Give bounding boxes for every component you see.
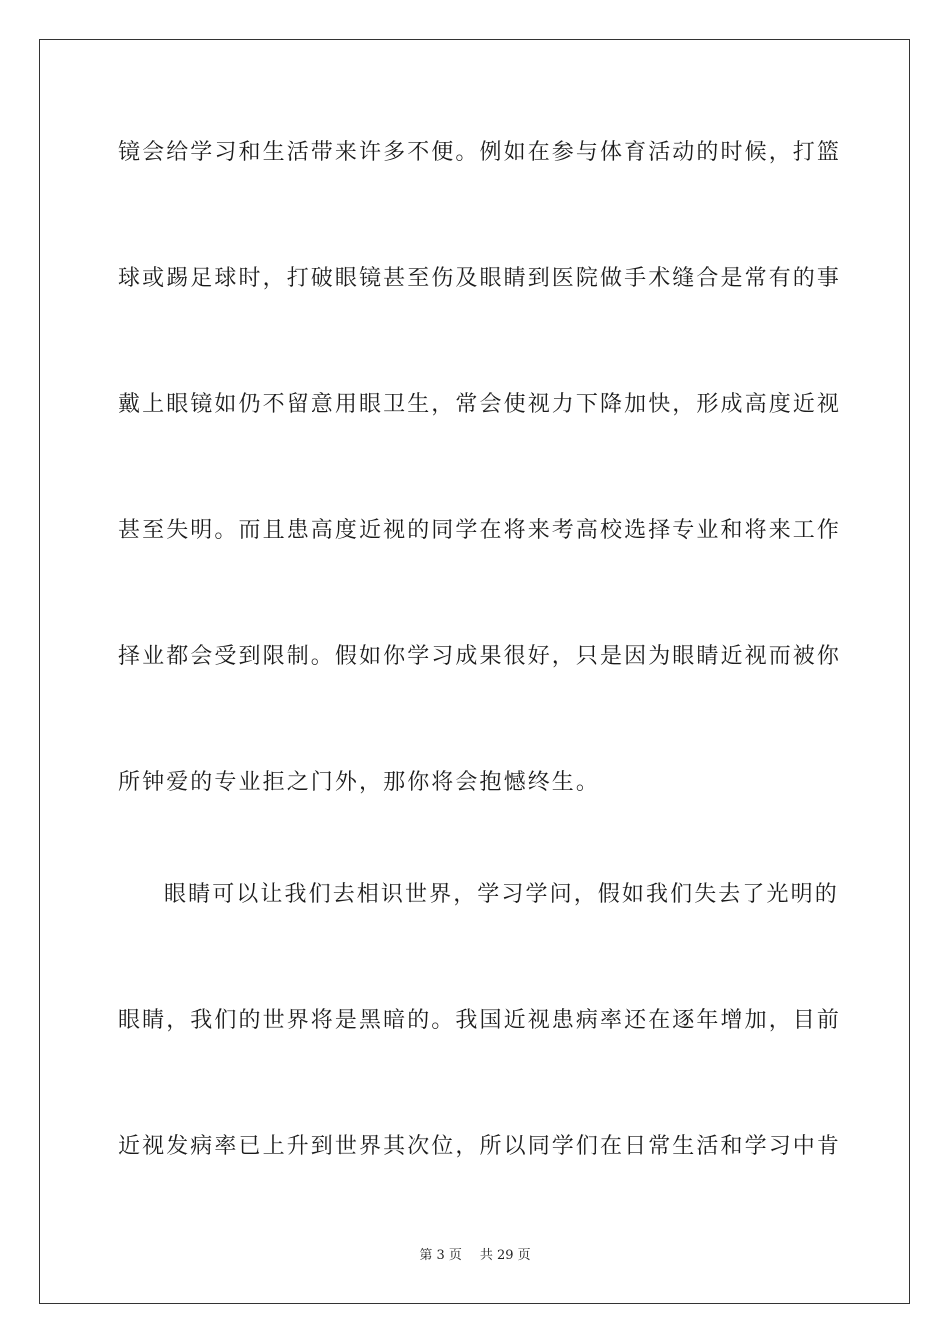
- body-text-line: 眼睛，我们的世界将是黑暗的。我国近视患病率还在逐年增加，目前: [118, 1008, 842, 1033]
- body-text-line: 甚至失明。而且患高度近视的同学在将来考高校选择专业和将来工作: [118, 518, 842, 543]
- total-pages: 共 29 页: [479, 1248, 531, 1263]
- body-text-line: 所钟爱的专业拒之门外，那你将会抱憾终生。: [118, 770, 601, 795]
- body-text-line: 近视发病率已上升到世界其次位，所以同学们在日常生活和学习中肯: [118, 1134, 842, 1159]
- paragraph-first-line: 眼睛可以让我们去相识世界，学习学问，假如我们失去了光明的: [164, 882, 839, 907]
- body-text-line: 择业都会受到限制。假如你学习成果很好，只是因为眼睛近视而被你: [118, 644, 842, 669]
- body-text-line: 球或踢足球时，打破眼镜甚至伤及眼睛到医院做手术缝合是常有的事: [118, 266, 842, 291]
- page-number: 第 3 页: [419, 1248, 462, 1263]
- page-footer: [0, 1247, 950, 1265]
- body-text-line: 戴上眼镜如仍不留意用眼卫生，常会使视力下降加快，形成高度近视: [118, 392, 842, 417]
- body-text-line: 镜会给学习和生活带来许多不便。例如在参与体育活动的时候，打篮: [118, 140, 842, 165]
